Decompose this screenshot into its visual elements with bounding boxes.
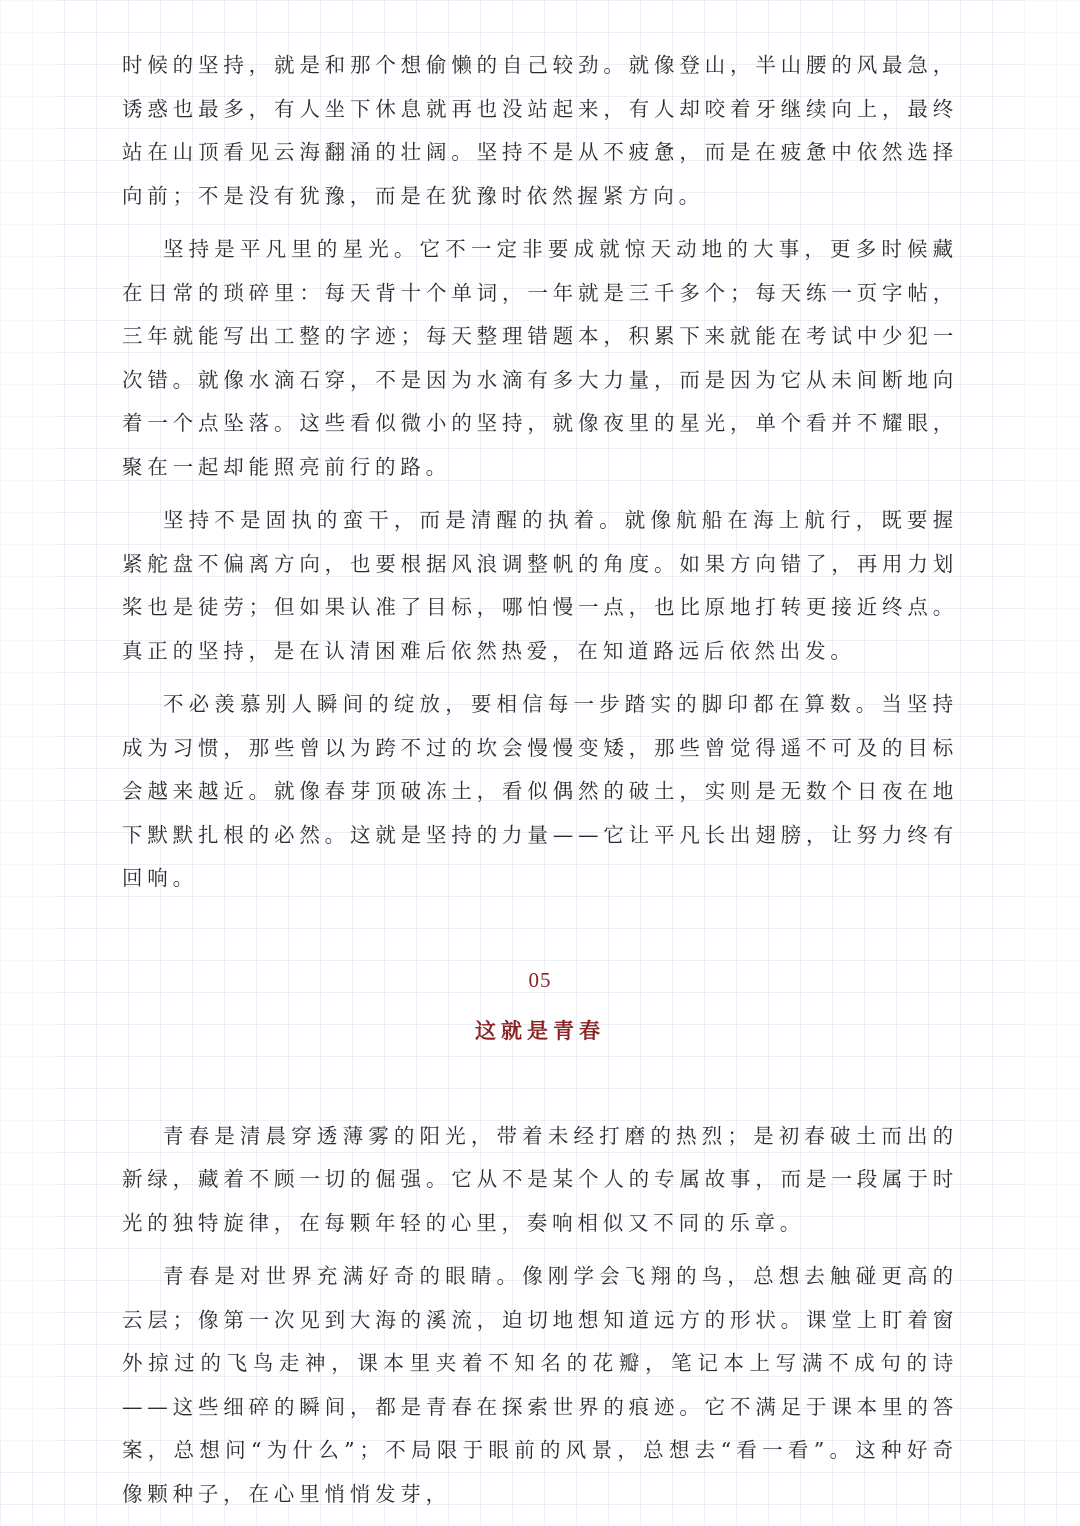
section-header [122, 965, 958, 1045]
paragraph-persistence-4: 不必羡慕别人瞬间的绽放，要相信每一步踏实的脚印都在算数。当坚持成为习惯，那些曾以为跨不过的坎会慢慢变矮，那些曾觉得遥不可及的目标会越来越近。就像春芽顶破冻土，看似偶然的破土，实则是无数个日夜在地下默默扎根的必然。这就是坚持的力量——它让平凡长出翅膀，让努力终有回响。 [122, 692, 958, 890]
article-body [122, 44, 958, 1526]
paragraph-persistence-3: 坚持不是固执的蛮干，而是清醒的执着。就像航船在海上航行，既要握紧舵盘不偏离方向，也要根据风浪调整帆的角度。如果方向错了，再用力划桨也是徒劳；但如果认准了目标，哪怕慢一点，也比原地打转更接近终点。真正的坚持，是在认清困难后依然热爱，在知道路远后依然出发。 [122, 508, 958, 663]
section-number: 05 [528, 967, 552, 992]
paragraph-youth-1: 青春是清晨穿透薄雾的阳光，带着未经打磨的热烈；是初春破土而出的新绿，藏着不顾一切的倔强。它从不是某个人的专属故事，而是一段属于时光的独特旋律，在每颗年轻的心里，奏响相似又不同的乐章。 [122, 1123, 958, 1235]
page-margin-right [1024, 0, 1080, 1443]
section-title: 这就是青春 [475, 1017, 605, 1043]
paragraph-persistence-2: 坚持是平凡里的星光。它不一定非要成就惊天动地的大事，更多时候藏在日常的琐碎里：每天背十个单词，一年就是三千多个；每天练一页字帖，三年就能写出工整的字迹；每天整理错题本，积累下来就能在考试中少犯一次错。就像水滴石穿，不是因为水滴有多大力量，而是因为它从未间断地向着一个点坠落。这些看似微小的坚持，就像夜里的星光，单个看并不耀眼，聚在一起却能照亮前行的路。 [122, 237, 958, 479]
paragraph-persistence-1: 时候的坚持，就是和那个想偷懒的自己较劲。就像登山，半山腰的风最急，诱惑也最多，有人坐下休息就再也没站起来，有人却咬着牙继续向上，最终站在山顶看见云海翻涌的壮阔。坚持不是从不疲惫，而是在疲惫中依然选择向前；不是没有犹豫，而是在犹豫时依然握紧方向。 [122, 53, 958, 208]
page-margin-left [0, 0, 56, 1443]
paragraph-youth-2: 青春是对世界充满好奇的眼睛。像刚学会飞翔的鸟，总想去触碰更高的云层；像第一次见到大海的溪流，迫切地想知道远方的形状。课堂上盯着窗外掠过的飞鸟走神，课本里夹着不知名的花瓣，笔记本上写满不成句的诗——这些细碎的瞬间，都是青春在探索世界的痕迹。它不满足于课本里的答案，总想问“为什么”；不局限于眼前的风景，总想去“看一看”。这种好奇像颗种子，在心里悄悄发芽， [122, 1264, 958, 1506]
